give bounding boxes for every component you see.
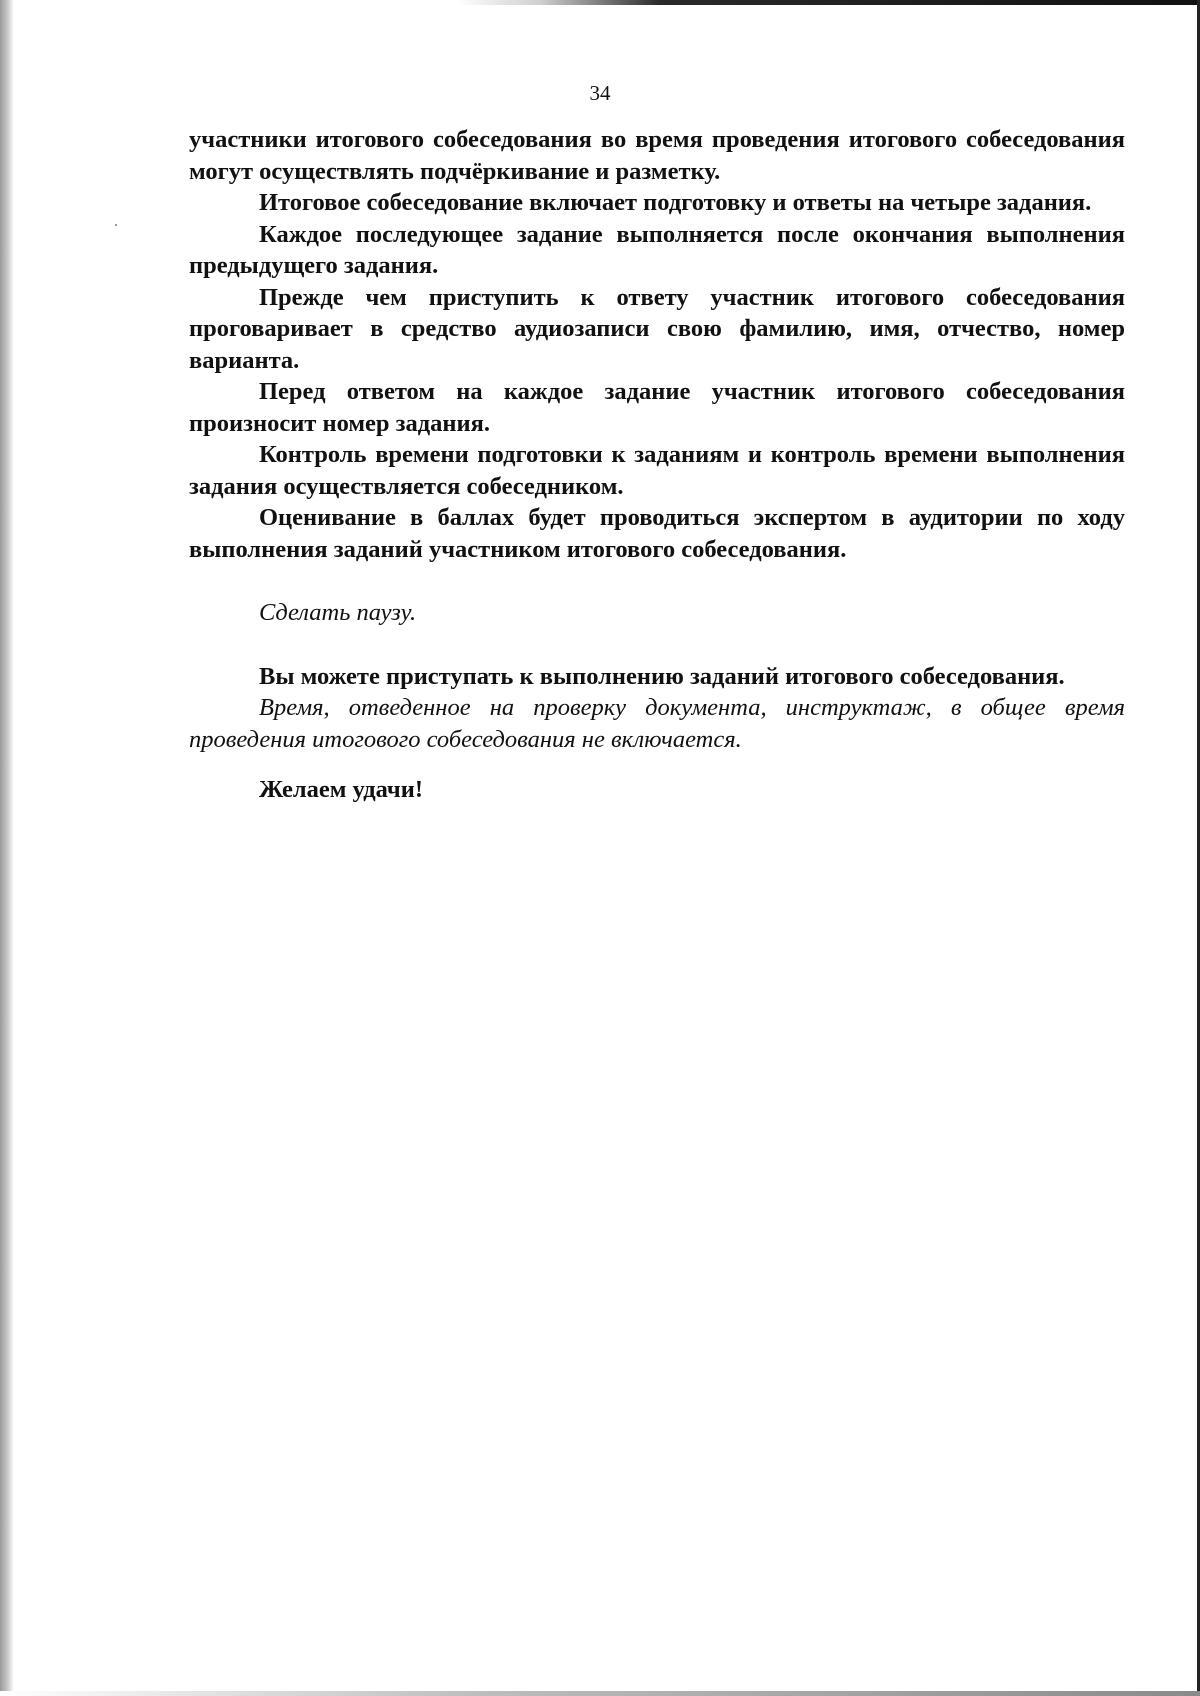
paragraph-continuation: участники итогового собеседования во время проведения итогового собеседования могут осуществлять подчёркивание и разметку. — [189, 126, 1125, 185]
scan-edge-top — [0, 0, 1200, 5]
paragraph-task-order: Каждое последующее задание выполняется после окончания выполнения предыдущего задания. — [189, 220, 1125, 279]
scan-edge-bottom — [0, 1691, 1200, 1696]
start-instruction: Вы можете приступать к выполнению заданий итогового собеседования. — [259, 662, 1065, 690]
paragraph-audio-identification: Прежде чем приступить к ответу участник итогового собеседования проговаривает в средство аудиозаписи свою фамилию, имя, отчество, номер варианта. — [189, 283, 1125, 374]
paragraph-time-control: Контроль времени подготовки к заданиям и контроль времени выполнения задания осуществляется собеседником. — [189, 441, 1125, 500]
pause-note: Сделать паузу. — [259, 599, 417, 626]
page-number: 34 — [589, 81, 611, 105]
paragraph-scoring: Оценивание в баллах будет проводиться экспертом в аудитории по ходу выполнения заданий участником итогового собеседования. — [189, 504, 1125, 563]
paragraph-task-number: Перед ответом на каждое задание участник итогового собеседования произносит номер задания. — [189, 378, 1125, 437]
scan-speck — [115, 224, 117, 226]
paragraph-tasks-count: Итоговое собеседование включает подготовку и ответы на четыре задания. — [259, 189, 1092, 216]
time-note: Время, отведенное на проверку документа, инструктаж, в общее время проведения итогового собеседования не включается. — [189, 694, 1125, 753]
closing-wish: Желаем удачи! — [259, 776, 423, 803]
document-body — [189, 124, 1125, 806]
scan-edge-left — [0, 0, 14, 1696]
